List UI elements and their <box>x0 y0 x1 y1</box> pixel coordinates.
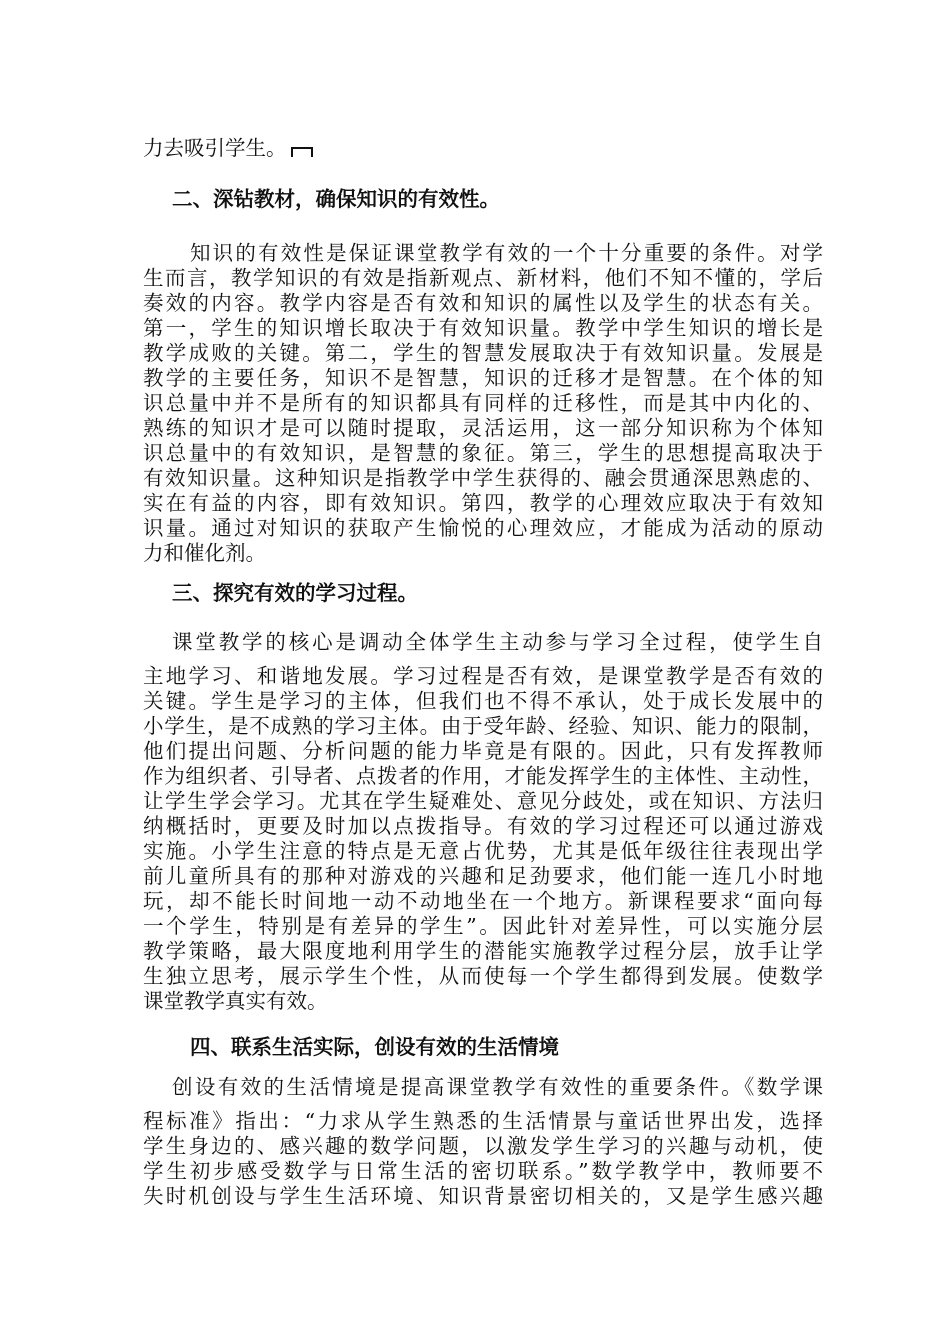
paragraph-line: 知识的有效性是保证课堂教学有效的一个十分重要的条件。对学 <box>190 241 823 265</box>
paragraph-line: 生而言，教学知识的有效是指新观点、新材料，他们不知不懂的，学后 <box>143 266 823 290</box>
paragraph-line: 奏效的内容。教学内容是否有效和知识的属性以及学生的状态有关。 <box>143 291 823 315</box>
paragraph-line: 玩，却不能长时间地一动不动地坐在一个地方。新课程要求“面向每 <box>143 889 823 913</box>
paragraph-line: 识总量中并不是所有的知识都具有同样的迁移性，而是其中内化的、 <box>143 391 823 415</box>
paragraph-line: 作为组织者、引导者、点拨者的作用，才能发挥学生的主体性、主动性， <box>143 764 823 788</box>
bracket-mark-icon <box>291 147 313 157</box>
paragraph-line: 识量。通过对知识的获取产生愉悦的心理效应，才能成为活动的原动 <box>143 516 823 540</box>
paragraph-line: 教学成败的关键。第二，学生的智慧发展取决于有效知识量。发展是 <box>143 341 823 365</box>
intro-tail-text: 力去吸引学生。 <box>143 136 287 160</box>
paragraph-line: 学生初步感受数学与日常生活的密切联系。”数学教学中，教师要不 <box>143 1159 823 1183</box>
paragraph-line: 学生身边的、感兴趣的数学问题，以激发学生学习的兴趣与动机，使 <box>143 1134 823 1158</box>
paragraph-line: 教学策略，最大限度地利用学生的潜能实施教学过程分层，放手让学 <box>143 939 823 963</box>
paragraph-line: 识总量中的有效知识，是智慧的象征。第三，学生的思想提高取决于 <box>143 441 823 465</box>
paragraph-line: 熟练的知识才是可以随时提取，灵活运用，这一部分知识称为个体知 <box>143 416 823 440</box>
paragraph-line: 课堂教学的核心是调动全体学生主动参与学习全过程，使学生自 <box>172 630 823 654</box>
section-heading-2: 二、深钻教材，确保知识的有效性。 <box>172 187 500 211</box>
paragraph-line: 小学生，是不成熟的学习主体。由于受年龄、经验、知识、能力的限制， <box>143 714 823 738</box>
paragraph-line: 前儿童所具有的那种对游戏的兴趣和足劲要求，他们能一连几小时地 <box>143 864 823 888</box>
intro-tail-line <box>143 136 823 161</box>
paragraph-line: 创设有效的生活情境是提高课堂教学有效性的重要条件。《数学课 <box>172 1075 823 1099</box>
paragraph-line: 他们提出问题、分析问题的能力毕竟是有限的。因此，只有发挥教师 <box>143 739 823 763</box>
paragraph-line: 实在有益的内容，即有效知识。第四，教学的心理效应取决于有效知 <box>143 491 823 515</box>
section-heading-3: 三、探究有效的学习过程。 <box>172 581 418 605</box>
paragraph-line: 纳概括时，更要及时加以点拨指导。有效的学习过程还可以通过游戏 <box>143 814 823 838</box>
paragraph-line: 程标准》指出：“力求从学生熟悉的生活情景与童话世界出发，选择 <box>143 1109 823 1133</box>
paragraph-line: 生独立思考，展示学生个性，从而使每一个学生都得到发展。使数学 <box>143 964 823 988</box>
paragraph-line: 关键。学生是学习的主体，但我们也不得不承认，处于成长发展中的 <box>143 689 823 713</box>
section-heading-4: 四、联系生活实际，创设有效的生活情境 <box>190 1035 559 1059</box>
paragraph-line: 让学生学会学习。尤其在学生疑难处、意见分歧处，或在知识、方法归 <box>143 789 823 813</box>
paragraph-line: 课堂教学真实有效。 <box>143 989 328 1013</box>
paragraph-line: 教学的主要任务，知识不是智慧，知识的迁移才是智慧。在个体的知 <box>143 366 823 390</box>
paragraph-line: 主地学习、和谐地发展。学习过程是否有效，是课堂教学是否有效的 <box>143 664 823 688</box>
paragraph-line: 失时机创设与学生生活环境、知识背景密切相关的，又是学生感兴趣 <box>143 1184 823 1208</box>
paragraph-line: 力和催化剂。 <box>143 541 266 565</box>
paragraph-line: 第一，学生的知识增长取决于有效知识量。教学中学生知识的增长是 <box>143 316 823 340</box>
paragraph-line: 有效知识量。这种知识是指教学中学生获得的、融会贯通深思熟虑的、 <box>143 466 823 490</box>
paragraph-line: 实施。小学生注意的特点是无意占优势，尤其是低年级往往表现出学 <box>143 839 823 863</box>
paragraph-line: 一个学生，特别是有差异的学生”。因此针对差异性，可以实施分层 <box>143 914 823 938</box>
